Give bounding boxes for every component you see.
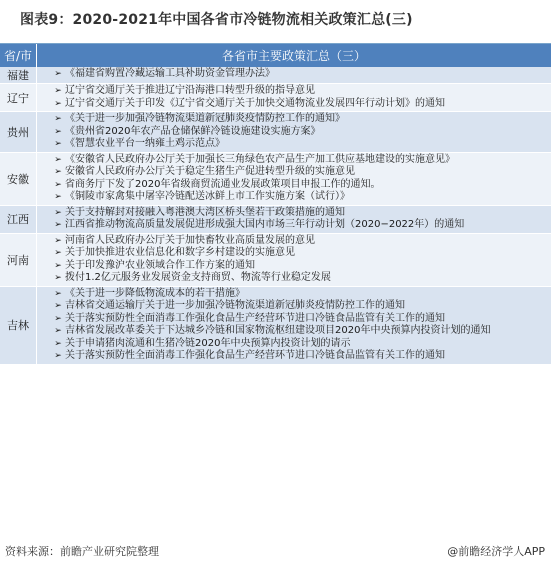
policy-list xyxy=(37,67,551,83)
table-row xyxy=(0,287,551,365)
province-cell: 江西 xyxy=(0,206,37,233)
policy-item xyxy=(37,260,547,273)
header-policies: 各省市主要政策汇总（三） xyxy=(221,49,366,63)
policy-item xyxy=(37,179,547,192)
policy-item xyxy=(37,272,547,285)
arrow-bullet-icon: ➢ xyxy=(54,235,62,246)
table-header xyxy=(0,44,551,67)
policy-text: 关于印发豫沪农业领域合作工作方案的通知 xyxy=(65,259,255,271)
policy-text: 关于申请猪肉流通和生猪冷链2020年中央预算内投资计划的请示 xyxy=(65,337,351,349)
arrow-bullet-icon: ➢ xyxy=(54,154,62,165)
arrow-bullet-icon: ➢ xyxy=(54,260,62,271)
header-province: 省/市 xyxy=(0,44,37,67)
arrow-bullet-icon: ➢ xyxy=(54,192,62,202)
table-row xyxy=(0,112,551,153)
policy-item xyxy=(37,325,547,338)
policy-text: 拨付1.2亿元服务业发展资金支持商贸、物流等行业稳定发展 xyxy=(65,272,331,283)
policy-text: 《关于进一步加强冷链物流渠道新冠肺炎疫情防控工作的通知》 xyxy=(65,113,345,124)
policy-item xyxy=(37,166,547,179)
policy-item xyxy=(37,350,547,363)
policy-list xyxy=(37,153,551,205)
policy-table xyxy=(0,43,551,365)
brand-credit: @前瞻经济学人APP xyxy=(447,545,545,558)
policy-item xyxy=(37,68,547,81)
arrow-bullet-icon: ➢ xyxy=(54,313,62,324)
policy-text: 辽宁省交通厅关于推进辽宁沿海港口转型升级的指导意见 xyxy=(65,85,315,96)
province-cell: 安徽 xyxy=(0,153,37,205)
policy-item xyxy=(37,138,547,151)
policy-text: 关于加快推进农业信息化和数字乡村建设的实施意见 xyxy=(65,247,295,258)
policy-item xyxy=(37,154,547,167)
policy-text: 辽宁省交通厅关于印发《辽宁省交通厅关于加快交通物流业发展四年行动计划》的通知 xyxy=(65,97,445,109)
arrow-bullet-icon: ➢ xyxy=(54,139,62,149)
table-body xyxy=(0,67,551,365)
policy-list xyxy=(37,206,551,233)
arrow-bullet-icon: ➢ xyxy=(54,351,62,361)
policy-item xyxy=(37,207,547,220)
arrow-bullet-icon: ➢ xyxy=(54,179,62,190)
policy-item xyxy=(37,338,547,351)
arrow-bullet-icon: ➢ xyxy=(54,338,62,349)
policy-item xyxy=(37,288,547,301)
policy-text: 江西省推动物流高质量发展促进形成强大国内市场三年行动计划（2020−2022年）的通知 xyxy=(65,219,465,230)
policy-text: 《安徽省人民政府办公厅关于加强长三角绿色农产品生产加工供应基地建设的实施意见》 xyxy=(65,153,455,165)
province-cell: 河南 xyxy=(0,234,37,286)
source-note: 资料来源：前瞻产业研究院整理 xyxy=(5,545,159,558)
table-row xyxy=(0,153,551,206)
chart-title: 图表9：2020-2021年中国各省市冷链物流相关政策汇总(三) xyxy=(20,12,413,28)
table-row xyxy=(0,206,551,234)
arrow-bullet-icon: ➢ xyxy=(54,301,62,311)
table-row xyxy=(0,67,551,84)
policy-item xyxy=(37,313,547,326)
province-cell: 吉林 xyxy=(0,287,37,364)
policy-item xyxy=(37,300,547,313)
arrow-bullet-icon: ➢ xyxy=(54,207,62,218)
policy-text: 省商务厅下发了2020年省级商贸流通业发展政策项目申报工作的通知。 xyxy=(65,178,381,190)
arrow-bullet-icon: ➢ xyxy=(54,288,62,299)
policy-item xyxy=(37,235,547,248)
arrow-bullet-icon: ➢ xyxy=(54,69,62,79)
arrow-bullet-icon: ➢ xyxy=(54,98,62,109)
province-cell: 辽宁 xyxy=(0,84,37,111)
policy-text: 关于落实预防性全面消毒工作强化食品生产经营环节进口冷链食品监管有关工作的通知 xyxy=(65,350,445,361)
arrow-bullet-icon: ➢ xyxy=(54,114,62,124)
policy-text: 关于落实预防性全面消毒工作强化食品生产经营环节进口冷链食品监管有关工作的通知 xyxy=(65,312,445,324)
policy-text: 吉林省交通运输厅关于进一步加强冷链物流渠道新冠肺炎疫情防控工作的通知 xyxy=(65,300,405,311)
policy-text: 《关于进一步降低物流成本的若干措施》 xyxy=(65,287,245,299)
policy-item xyxy=(37,113,547,126)
policy-item xyxy=(37,85,547,98)
footer xyxy=(0,541,551,561)
policy-item xyxy=(37,98,547,111)
policy-text: 《贵州省2020年农产品仓储保鲜冷链设施建设实施方案》 xyxy=(65,125,321,137)
policy-list xyxy=(37,287,551,364)
policy-text: 《福建省购置冷藏运输工具补助资金管理办法》 xyxy=(65,68,275,79)
arrow-bullet-icon: ➢ xyxy=(54,326,62,336)
policy-item xyxy=(37,219,547,232)
policy-item xyxy=(37,247,547,260)
province-cell: 贵州 xyxy=(0,112,37,152)
arrow-bullet-icon: ➢ xyxy=(54,86,62,96)
policy-item xyxy=(37,191,547,204)
policy-list xyxy=(37,234,551,286)
policy-list xyxy=(37,112,551,152)
policy-text: 关于支持解封对接融入粤港澳大湾区桥头堡若干政策措施的通知 xyxy=(65,206,345,218)
arrow-bullet-icon: ➢ xyxy=(54,167,62,177)
arrow-bullet-icon: ➢ xyxy=(54,220,62,230)
table-row xyxy=(0,234,551,287)
policy-text: 《智慧农业平台一纳雍土鸡示范点》 xyxy=(65,138,225,149)
policy-text: 《铜陵市家禽集中屠宰冷链配送冰鲜上市工作实施方案（试行）》 xyxy=(65,191,350,202)
arrow-bullet-icon: ➢ xyxy=(54,126,62,137)
province-cell: 福建 xyxy=(0,67,37,83)
table-row xyxy=(0,84,551,112)
arrow-bullet-icon: ➢ xyxy=(54,248,62,258)
policy-text: 河南省人民政府办公厅关于加快畜牧业高质量发展的意见 xyxy=(65,234,315,246)
policy-text: 安徽省人民政府办公厅关于稳定生猪生产促进转型升级的实施意见 xyxy=(65,166,355,177)
policy-text: 吉林省发展改革委关于下达城乡冷链和国家物流枢纽建设项目2020年中央预算内投资计划的通知 xyxy=(65,325,491,336)
policy-list xyxy=(37,84,551,111)
arrow-bullet-icon: ➢ xyxy=(54,273,62,283)
policy-item xyxy=(37,126,547,139)
